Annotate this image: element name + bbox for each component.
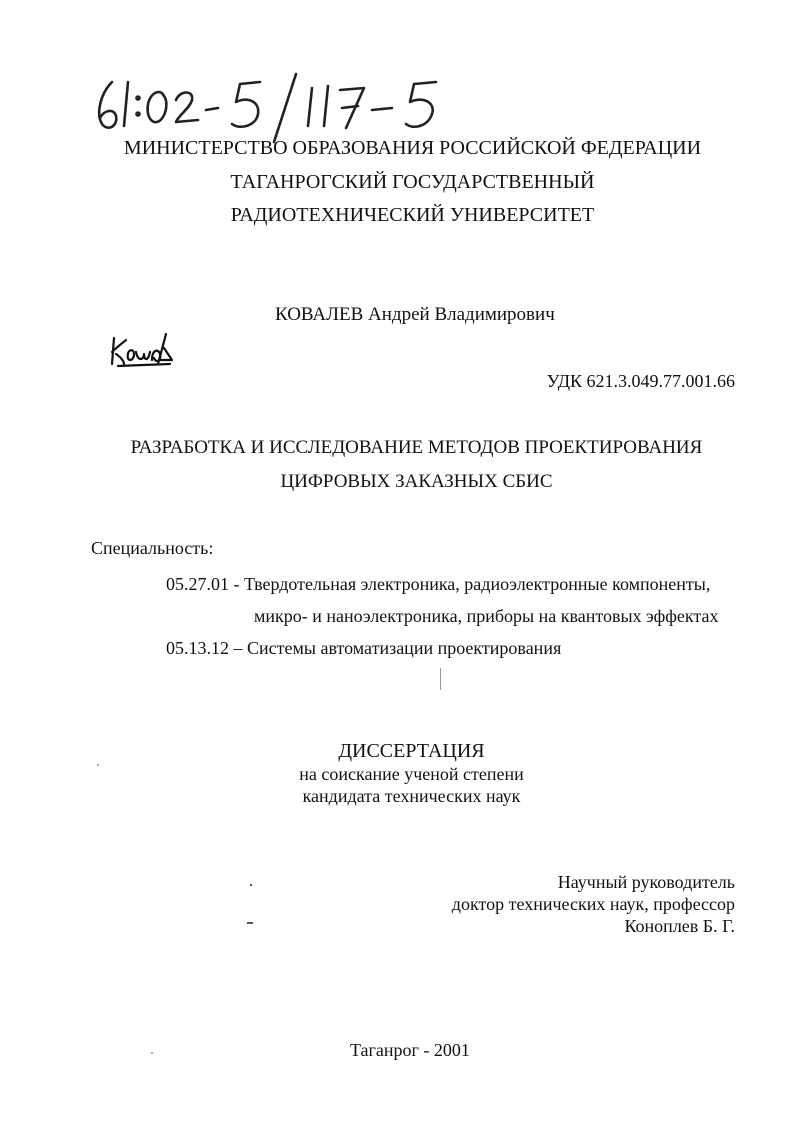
advisor-degree: доктор технических наук, профессор bbox=[451, 894, 735, 914]
city-year: Таганрог - 2001 bbox=[350, 1040, 470, 1060]
handwritten-signature bbox=[108, 330, 174, 370]
udk-code: УДК 621.3.049.77.001.66 bbox=[546, 371, 735, 391]
thesis-title-line1: РАЗРАБОТКА И ИССЛЕДОВАНИЕ МЕТОДОВ ПРОЕКТИРОВАНИЯ bbox=[130, 437, 703, 458]
scan-artifact bbox=[247, 922, 253, 924]
dissertation-degree-line1: на соискание ученой степени bbox=[299, 764, 524, 784]
dissertation-degree-line2: кандидата технических наук bbox=[302, 786, 521, 806]
dissertation-title: ДИССЕРТАЦИЯ bbox=[338, 740, 485, 762]
specialty-label: Специальность: bbox=[91, 538, 214, 558]
author-name: КОВАЛЕВ Андрей Владимирович bbox=[275, 304, 555, 325]
advisor-name: Коноплев Б. Г. bbox=[624, 916, 735, 936]
university-name-line1: ТАГАНРОГСКИЙ ГОСУДАРСТВЕННЫЙ bbox=[230, 171, 595, 193]
scan-artifact bbox=[97, 764, 99, 766]
specialty-item-2: 05.13.12 – Системы автоматизации проектирования bbox=[166, 638, 562, 658]
scan-artifact bbox=[151, 1052, 153, 1054]
scan-artifact bbox=[250, 884, 252, 886]
specialty-item-1-line2: микро- и наноэлектроника, приборы на квантовых эффектах bbox=[254, 606, 719, 626]
scan-artifact bbox=[440, 668, 441, 690]
advisor-role: Научный руководитель bbox=[557, 872, 735, 892]
thesis-title-line2: ЦИФРОВЫХ ЗАКАЗНЫХ СБИС bbox=[280, 471, 553, 492]
signature-image bbox=[108, 330, 174, 370]
ministry-name: МИНИСТЕРСТВО ОБРАЗОВАНИЯ РОССИЙСКОЙ ФЕДЕРАЦИИ bbox=[123, 137, 702, 159]
specialty-item-1-line1: 05.27.01 - Твердотельная электроника, радиоэлектронные компоненты, bbox=[166, 574, 711, 594]
handwritten-archive-code bbox=[88, 68, 448, 148]
university-name-line2: РАДИОТЕХНИЧЕСКИЙ УНИВЕРСИТЕТ bbox=[230, 204, 595, 226]
handwritten-code-image bbox=[88, 68, 448, 148]
